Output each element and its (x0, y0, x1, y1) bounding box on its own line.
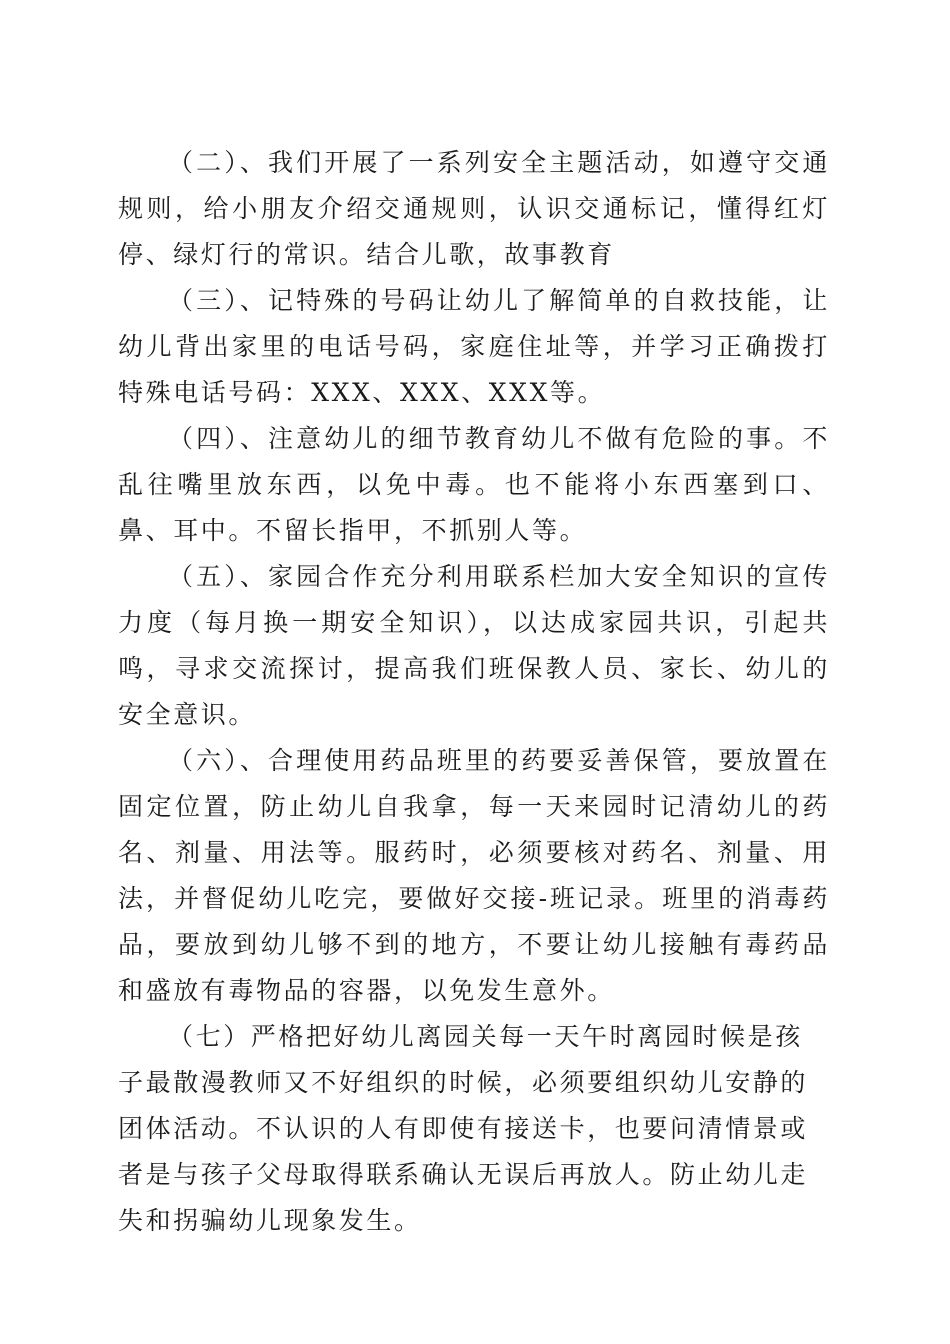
document-body (118, 140, 830, 1244)
paragraph-item-7: （七）严格把好幼儿离园关每一天午时离园时候是孩子最散漫教师又不好组织的时候，必须要组织幼儿安静的团体活动。不认识的人有即使有接送卡，也要问清情景或者是与孩子父母取得联系确认无误后再放人。防止幼儿走失和拐骗幼儿现象发生。 (118, 1022, 809, 1235)
paragraph-item-4: （四）、注意幼儿的细节教育幼儿不做有危险的事。不乱往嘴里放东西，以免中毒。也不能将小东西塞到口、鼻、耳中。不留长指甲，不抓别人等。 (118, 424, 830, 545)
paragraph-item-2: （二）、我们开展了一系列安全主题活动，如遵守交通规则，给小朋友介绍交通规则，认识交通标记，懂得红灯停、绿灯行的常识。结合儿歌，故事教育 (118, 148, 830, 269)
paragraph-item-6: （六）、合理使用药品班里的药要妥善保管，要放置在固定位置，防止幼儿自我拿，每一天来园时记清幼儿的药名、剂量、用法等。服药时，必须要核对药名、剂量、用法，并督促幼儿吃完，要做好交接-班记录。班里的消毒药品，要放到幼儿够不到的地方，不要让幼儿接触有毒药品和盛放有毒物品的容器，以免发生意外。 (118, 746, 830, 1005)
paragraph-item-5: （五）、家园合作充分利用联系栏加大安全知识的宣传力度（每月换一期安全知识），以达成家园共识，引起共鸣，寻求交流探讨，提高我们班保教人员、家长、幼儿的安全意识。 (118, 562, 830, 729)
paragraph-item-3: （三）、记特殊的号码让幼儿了解简单的自救技能，让幼儿背出家里的电话号码，家庭住址等，并学习正确拨打特殊电话号码：XXX、XXX、XXX等。 (118, 286, 830, 407)
